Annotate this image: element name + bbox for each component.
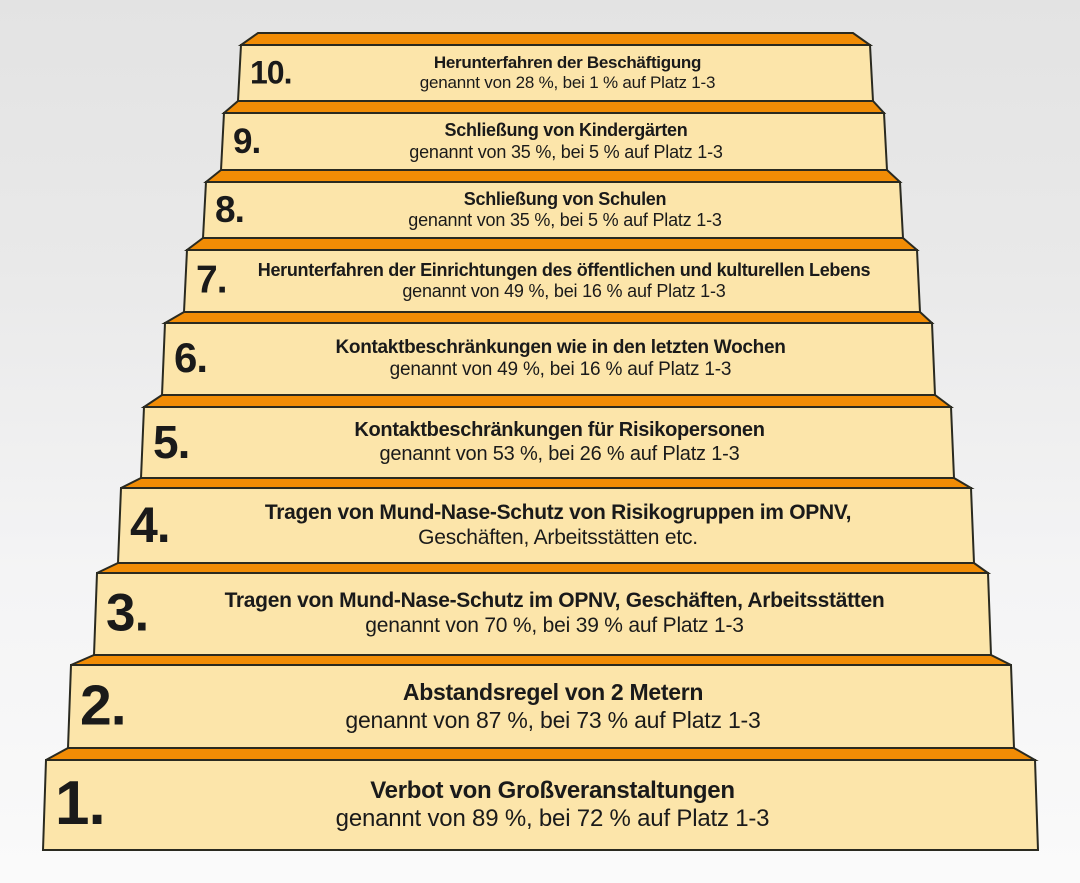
step-4-tread [121,478,971,488]
step-9-tread [224,101,884,113]
step-2-tread [71,655,1011,665]
step-2 [68,665,1014,748]
step-4-title: Tragen von Mund-Nase-Schutz von Risikogruppen im OPNV, [264,500,852,524]
step-9-rank: 9. [233,121,261,161]
step-3-rank: 3. [106,583,149,643]
step-7-subtitle: genannt von 49 %, bei 16 % auf Platz 1-3 [402,281,726,301]
step-1 [43,760,1038,850]
step-8-title: Schließung von Schulen [463,188,667,209]
step-8-rank: 8. [215,188,244,230]
step-9 [221,113,887,170]
step-5-rank: 5. [153,415,190,468]
step-2-subtitle: genannt von 87 %, bei 73 % auf Platz 1-3 [345,706,761,733]
step-4-rank: 4. [130,496,170,553]
step-10-subtitle: genannt von 28 %, bei 1 % auf Platz 1-3 [419,73,716,92]
step-10-tread [241,33,870,45]
step-10 [238,45,873,101]
step-5 [141,407,954,478]
step-1-rank: 1. [55,768,105,838]
step-5-title: Kontaktbeschränkungen für Risikopersonen [354,418,765,441]
step-4-subtitle: Geschäften, Arbeitsstätten etc. [418,525,698,549]
step-3-title: Tragen von Mund-Nase-Schutz im OPNV, Geschäften, Arbeitsstätten [224,589,885,613]
step-8-subtitle: genannt von 35 %, bei 5 % auf Platz 1-3 [408,210,722,230]
step-1-title: Verbot von Großveranstaltungen [370,776,735,804]
step-8-tread [206,170,900,182]
step-1-subtitle: genannt von 89 %, bei 72 % auf Platz 1-3 [335,805,770,832]
step-3-tread [97,563,988,573]
step-6 [162,323,935,395]
step-1-tread [46,748,1035,760]
step-7 [184,250,920,312]
step-6-tread [165,312,932,323]
step-7-tread [187,238,917,250]
step-9-title: Schließung von Kindergärten [444,120,688,141]
step-5-subtitle: genannt von 53 %, bei 26 % auf Platz 1-3 [379,442,740,465]
step-4 [118,488,974,563]
step-6-subtitle: genannt von 49 %, bei 16 % auf Platz 1-3 [389,359,732,380]
step-3 [94,573,991,655]
step-3-subtitle: genannt von 70 %, bei 39 % auf Platz 1-3 [365,614,744,637]
step-10-title: Herunterfahren der Beschäftigung [433,52,702,72]
step-10-rank: 10. [250,54,292,91]
step-6-rank: 6. [174,334,208,382]
step-7-rank: 7. [196,258,227,302]
step-6-title: Kontaktbeschränkungen wie in den letzten Wochen [335,336,786,358]
step-5-tread [144,395,951,407]
step-2-title: Abstandsregel von 2 Metern [402,679,704,706]
step-7-title: Herunterfahren der Einrichtungen des öffentlichen und kulturellen Lebens [257,259,871,280]
step-2-rank: 2. [80,672,126,737]
step-8 [203,182,903,238]
step-9-subtitle: genannt von 35 %, bei 5 % auf Platz 1-3 [409,141,723,162]
